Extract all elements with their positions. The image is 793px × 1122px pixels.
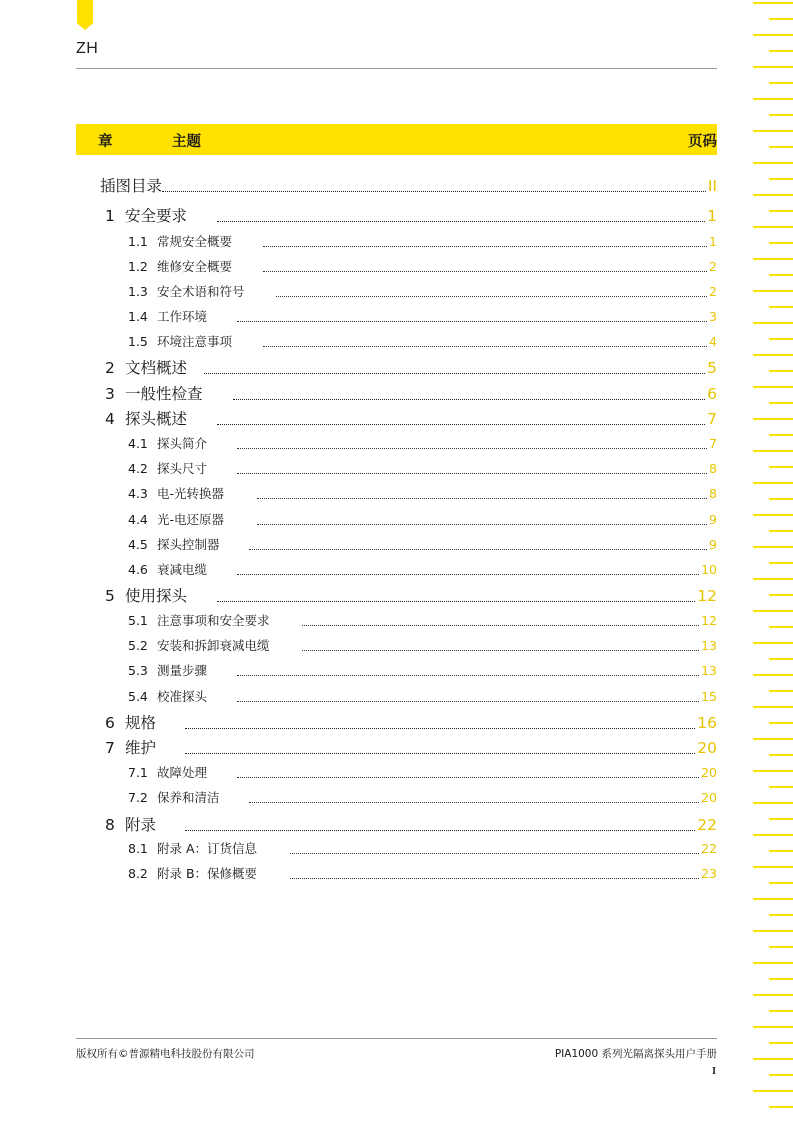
toc-leader xyxy=(249,788,701,806)
toc-leader xyxy=(276,282,709,300)
toc-leader xyxy=(302,636,701,654)
toc-leader xyxy=(249,535,709,553)
toc-entry-page: 2 xyxy=(709,284,717,299)
toc-entry[interactable] xyxy=(128,560,717,578)
toc-entry-number: 8.1 xyxy=(128,841,148,856)
toc-entry-page: 8 xyxy=(709,486,717,501)
toc-entry-title: 使用探头 xyxy=(125,587,188,605)
toc-entry-title: 文档概述 xyxy=(125,359,188,377)
toc-entry[interactable] xyxy=(105,407,717,429)
toc-entry-number: 5.4 xyxy=(128,689,148,704)
toc-entry[interactable] xyxy=(128,763,717,781)
toc-entry-title: 探头概述 xyxy=(125,410,188,428)
toc-entry-number: 4 xyxy=(105,410,115,428)
toc-entry[interactable] xyxy=(128,839,717,857)
toc-entry-number: 1.3 xyxy=(128,284,148,299)
toc-entry-title: 插图目录 xyxy=(100,177,163,195)
toc-entry-title: 注意事项和安全要求 xyxy=(157,613,270,628)
toc-entry-title: 探头尺寸 xyxy=(157,461,208,476)
toc-entry-page: 4 xyxy=(709,334,717,349)
toc-entry[interactable] xyxy=(128,332,717,350)
toc-leader xyxy=(257,510,709,528)
toc-entry[interactable] xyxy=(105,204,717,226)
toc-leader xyxy=(237,459,709,477)
toc-leader xyxy=(217,584,697,606)
toc-entry-title: 一般性检查 xyxy=(125,385,203,403)
toc-entry[interactable] xyxy=(128,864,717,882)
toc-entry-title: 校准探头 xyxy=(157,689,208,704)
toc-header-topic: 主题 xyxy=(172,134,201,150)
toc-entry-page: 7 xyxy=(707,410,717,428)
toc-entry-number: 5.2 xyxy=(128,638,148,653)
toc-entry[interactable] xyxy=(128,788,717,806)
toc-entry-title: 故障处理 xyxy=(157,765,208,780)
toc-entry-number: 1.2 xyxy=(128,259,148,274)
toc-entry[interactable] xyxy=(128,459,717,477)
footer-divider xyxy=(76,1038,717,1039)
toc-entry-title: 安全术语和符号 xyxy=(157,284,245,299)
toc-entry-page: 12 xyxy=(701,613,717,628)
toc-entry-number: 5.1 xyxy=(128,613,148,628)
language-label: ZH xyxy=(76,40,99,57)
toc-entry-page: 9 xyxy=(709,537,717,552)
toc-entry-title: 保养和清洁 xyxy=(157,790,220,805)
toc-entry-page: 12 xyxy=(697,587,717,605)
toc-entry-number: 8 xyxy=(105,816,115,834)
toc-entry-number: 7.2 xyxy=(128,790,148,805)
toc-entry-number: 1 xyxy=(105,207,115,225)
toc-entry[interactable] xyxy=(128,282,717,300)
toc-entry[interactable] xyxy=(128,232,717,250)
toc-entry-title: 探头控制器 xyxy=(157,537,220,552)
toc-entry-page: 22 xyxy=(697,816,717,834)
toc-entry[interactable] xyxy=(105,736,717,758)
toc-entry-number: 4.1 xyxy=(128,436,148,451)
toc-entry-page: 23 xyxy=(701,866,717,881)
toc-entry[interactable] xyxy=(105,711,717,733)
toc-entry-title: 附录 xyxy=(125,816,157,834)
page-edge-decoration xyxy=(745,0,793,1122)
toc-entry-page: 2 xyxy=(709,259,717,274)
toc-leader xyxy=(257,484,709,502)
toc-leader xyxy=(233,382,707,404)
toc-entry-page: II xyxy=(707,177,717,195)
toc-entry-title: 衰减电缆 xyxy=(157,562,208,577)
toc-leader xyxy=(237,687,701,705)
toc-entry-number: 4.2 xyxy=(128,461,148,476)
toc-entry-number: 1.5 xyxy=(128,334,148,349)
toc-entry[interactable] xyxy=(128,661,717,679)
toc-leader xyxy=(204,356,707,378)
toc-entry-page: 20 xyxy=(701,790,717,805)
toc-entry-page: 7 xyxy=(709,436,717,451)
toc-entry-title: 电-光转换器 xyxy=(157,486,225,501)
toc-entry[interactable] xyxy=(105,356,717,378)
toc-leader xyxy=(290,839,701,857)
toc-entry-number: 7.1 xyxy=(128,765,148,780)
toc-entry-number: 5 xyxy=(105,587,115,605)
toc-leader xyxy=(185,711,697,733)
toc-entry-title: 工作环境 xyxy=(157,309,208,324)
toc-entry[interactable] xyxy=(128,257,717,275)
toc-entry[interactable] xyxy=(128,434,717,452)
toc-entry-title: 光-电还原器 xyxy=(157,512,225,527)
toc-entry-title: 安全要求 xyxy=(125,207,188,225)
toc-entry-number: 1.1 xyxy=(128,234,148,249)
toc-leader xyxy=(237,307,709,325)
toc-entry-number: 6 xyxy=(105,714,115,732)
toc-entry-page: 1 xyxy=(709,234,717,249)
toc-leader xyxy=(263,257,709,275)
toc-entry-page: 16 xyxy=(697,714,717,732)
toc-leader xyxy=(302,611,701,629)
toc-entry-page: 20 xyxy=(701,765,717,780)
toc-entry[interactable] xyxy=(128,687,717,705)
toc-entry-number: 4.3 xyxy=(128,486,148,501)
toc-entry[interactable] xyxy=(128,484,717,502)
toc-entry[interactable] xyxy=(128,535,717,553)
toc-entry-title: 测量步骤 xyxy=(157,663,208,678)
toc-entry-page: 15 xyxy=(701,689,717,704)
toc-entry-number: 4.4 xyxy=(128,512,148,527)
footer-manual-title: PIA1000 系列光隔离探头用户手册 xyxy=(554,1048,717,1060)
toc-entry-number: 8.2 xyxy=(128,866,148,881)
toc-entry-title: 安装和拆卸衰减电缆 xyxy=(157,638,270,653)
toc-leader xyxy=(237,560,701,578)
toc-entry[interactable] xyxy=(128,611,717,629)
toc-leader xyxy=(237,661,701,679)
toc-entry-page: 3 xyxy=(709,309,717,324)
toc-header-page: 页码 xyxy=(688,134,717,150)
toc-entry-number: 4.5 xyxy=(128,537,148,552)
toc-leader xyxy=(217,407,707,429)
toc-entry-page: 5 xyxy=(707,359,717,377)
toc-leader xyxy=(217,204,707,226)
toc-entry-page: 9 xyxy=(709,512,717,527)
toc-entry-title: 探头简介 xyxy=(157,436,208,451)
toc-entry[interactable] xyxy=(105,813,717,835)
toc-entry-page: 1 xyxy=(707,207,717,225)
toc-leader xyxy=(185,813,697,835)
toc-entry-number: 3 xyxy=(105,385,115,403)
toc-entry-page: 13 xyxy=(701,638,717,653)
toc-entry-title: 常规安全概要 xyxy=(157,234,233,249)
toc-entry-figures[interactable] xyxy=(100,174,717,196)
toc-leader xyxy=(263,232,709,250)
toc-entry-number: 5.3 xyxy=(128,663,148,678)
toc-entry-title: 附录 B：保修概要 xyxy=(157,866,258,881)
toc-entry-title: 维护 xyxy=(125,739,157,757)
toc-entry-page: 10 xyxy=(701,562,717,577)
toc-leader xyxy=(185,736,697,758)
toc-entry[interactable] xyxy=(105,382,717,404)
toc-entry-page: 6 xyxy=(707,385,717,403)
toc-entry-page: 20 xyxy=(697,739,717,757)
toc-entry[interactable] xyxy=(105,584,717,606)
toc-entry-number: 1.4 xyxy=(128,309,148,324)
toc-entry-title: 维修安全概要 xyxy=(157,259,233,274)
footer-copyright: 版权所有©普源精电科技股份有限公司 xyxy=(76,1048,255,1060)
toc-leader xyxy=(162,174,708,196)
toc-leader xyxy=(237,763,701,781)
toc-entry-page: 8 xyxy=(709,461,717,476)
toc-leader xyxy=(263,332,709,350)
toc-leader xyxy=(237,434,709,452)
toc-entry-title: 附录 A：订货信息 xyxy=(157,841,258,856)
toc-leader xyxy=(290,864,701,882)
toc-header-chapter: 章 xyxy=(98,134,113,150)
toc-entry-number: 2 xyxy=(105,359,115,377)
toc-entry-title: 环境注意事项 xyxy=(157,334,233,349)
toc-entry-number: 7 xyxy=(105,739,115,757)
toc-entry[interactable] xyxy=(128,510,717,528)
toc-entry-number: 4.6 xyxy=(128,562,148,577)
toc-entry[interactable] xyxy=(128,307,717,325)
toc-entry-page: 22 xyxy=(701,841,717,856)
toc-entry-page: 13 xyxy=(701,663,717,678)
toc-entry[interactable] xyxy=(128,636,717,654)
toc-entry-title: 规格 xyxy=(125,714,157,732)
page-number: I xyxy=(712,1066,716,1077)
